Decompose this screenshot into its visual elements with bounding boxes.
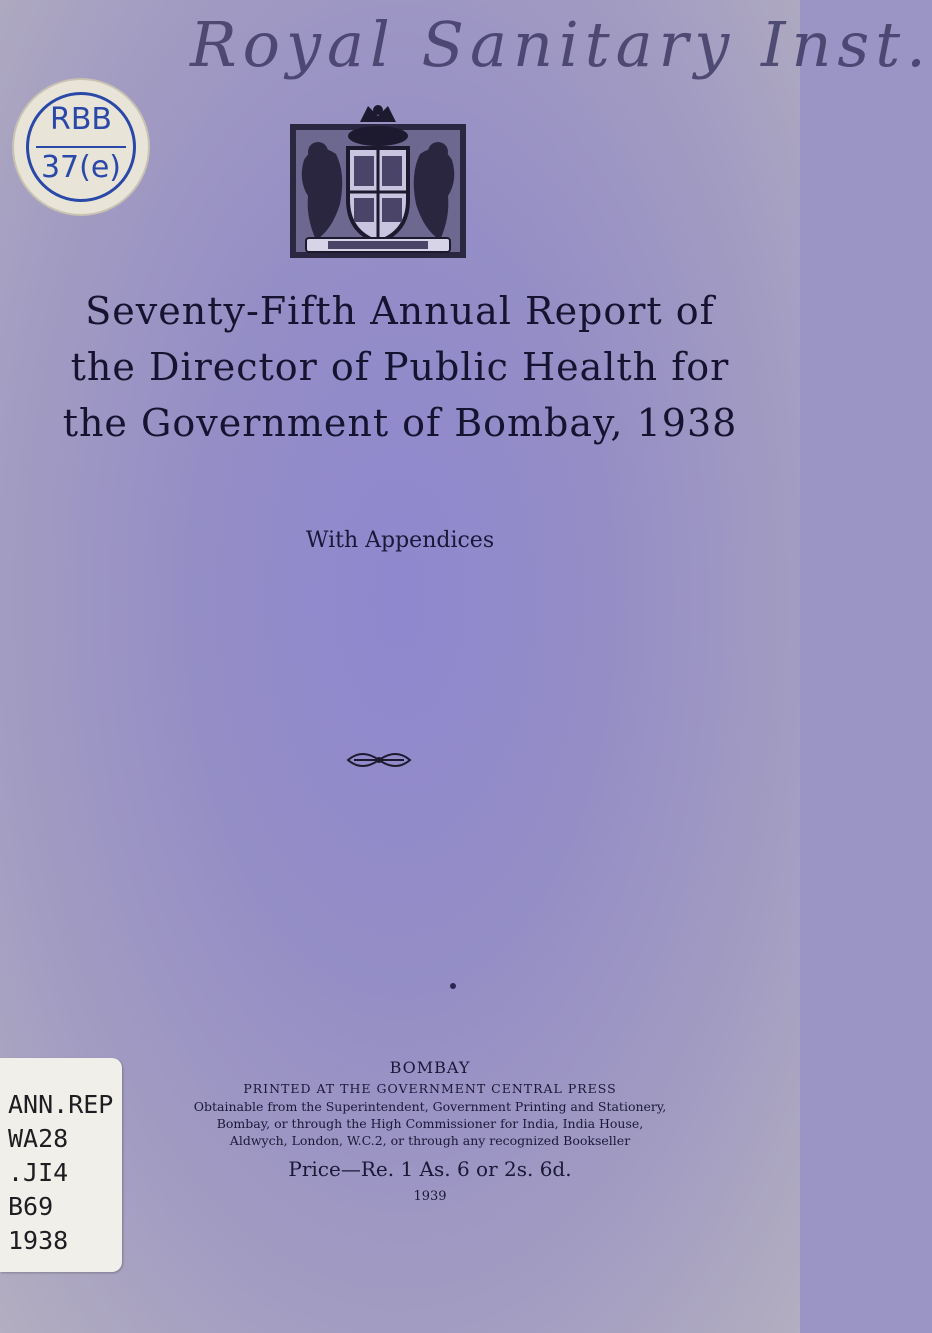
shelf-label bbox=[0, 1058, 122, 1272]
obtainable-line-3: Aldwych, London, W.C.2, or through any recognized Bookseller bbox=[229, 1133, 631, 1148]
handwritten-annotation bbox=[80, 0, 932, 110]
stamp-line-1: RBB bbox=[49, 102, 112, 137]
stamp-line-2: 37(e) bbox=[40, 150, 122, 185]
imprint-obtainable bbox=[120, 1098, 740, 1149]
imprint-city: BOMBAY bbox=[389, 1058, 471, 1077]
obtainable-line-2: Bombay, or through the High Commissioner for India, India House, bbox=[216, 1116, 644, 1131]
shelf-label-line: ANN.REP bbox=[8, 1090, 114, 1119]
imprint-price: Price—Re. 1 As. 6 or 2s. 6d. bbox=[288, 1157, 572, 1181]
shelf-label-line: 1938 bbox=[8, 1226, 69, 1255]
library-stamp bbox=[14, 80, 148, 214]
coat-of-arms-icon bbox=[288, 100, 468, 260]
stamp-divider bbox=[36, 146, 126, 148]
printer-dot bbox=[450, 983, 456, 989]
subtitle: With Appendices bbox=[305, 528, 495, 553]
imprint-block bbox=[120, 1058, 740, 1204]
title-line-3: the Government of Bombay, 1938 bbox=[62, 401, 738, 445]
report-title bbox=[40, 283, 760, 451]
title-line-1: Seventy-Fifth Annual Report of bbox=[85, 289, 715, 333]
title-line-2: the Director of Public Health for bbox=[70, 345, 730, 389]
imprint-press: PRINTED AT THE GOVERNMENT CENTRAL PRESS bbox=[243, 1081, 617, 1096]
handwritten-text: Royal Sanitary Inst. bbox=[190, 8, 932, 81]
shelf-label-line: B69 bbox=[8, 1192, 54, 1221]
obtainable-line-1: Obtainable from the Superintendent, Government Printing and Stationery, bbox=[193, 1099, 667, 1114]
ornament-icon bbox=[346, 745, 412, 775]
shelf-label-line: .JI4 bbox=[8, 1158, 69, 1187]
imprint-year: 1939 bbox=[413, 1189, 447, 1204]
shelf-label-line: WA28 bbox=[8, 1124, 69, 1153]
